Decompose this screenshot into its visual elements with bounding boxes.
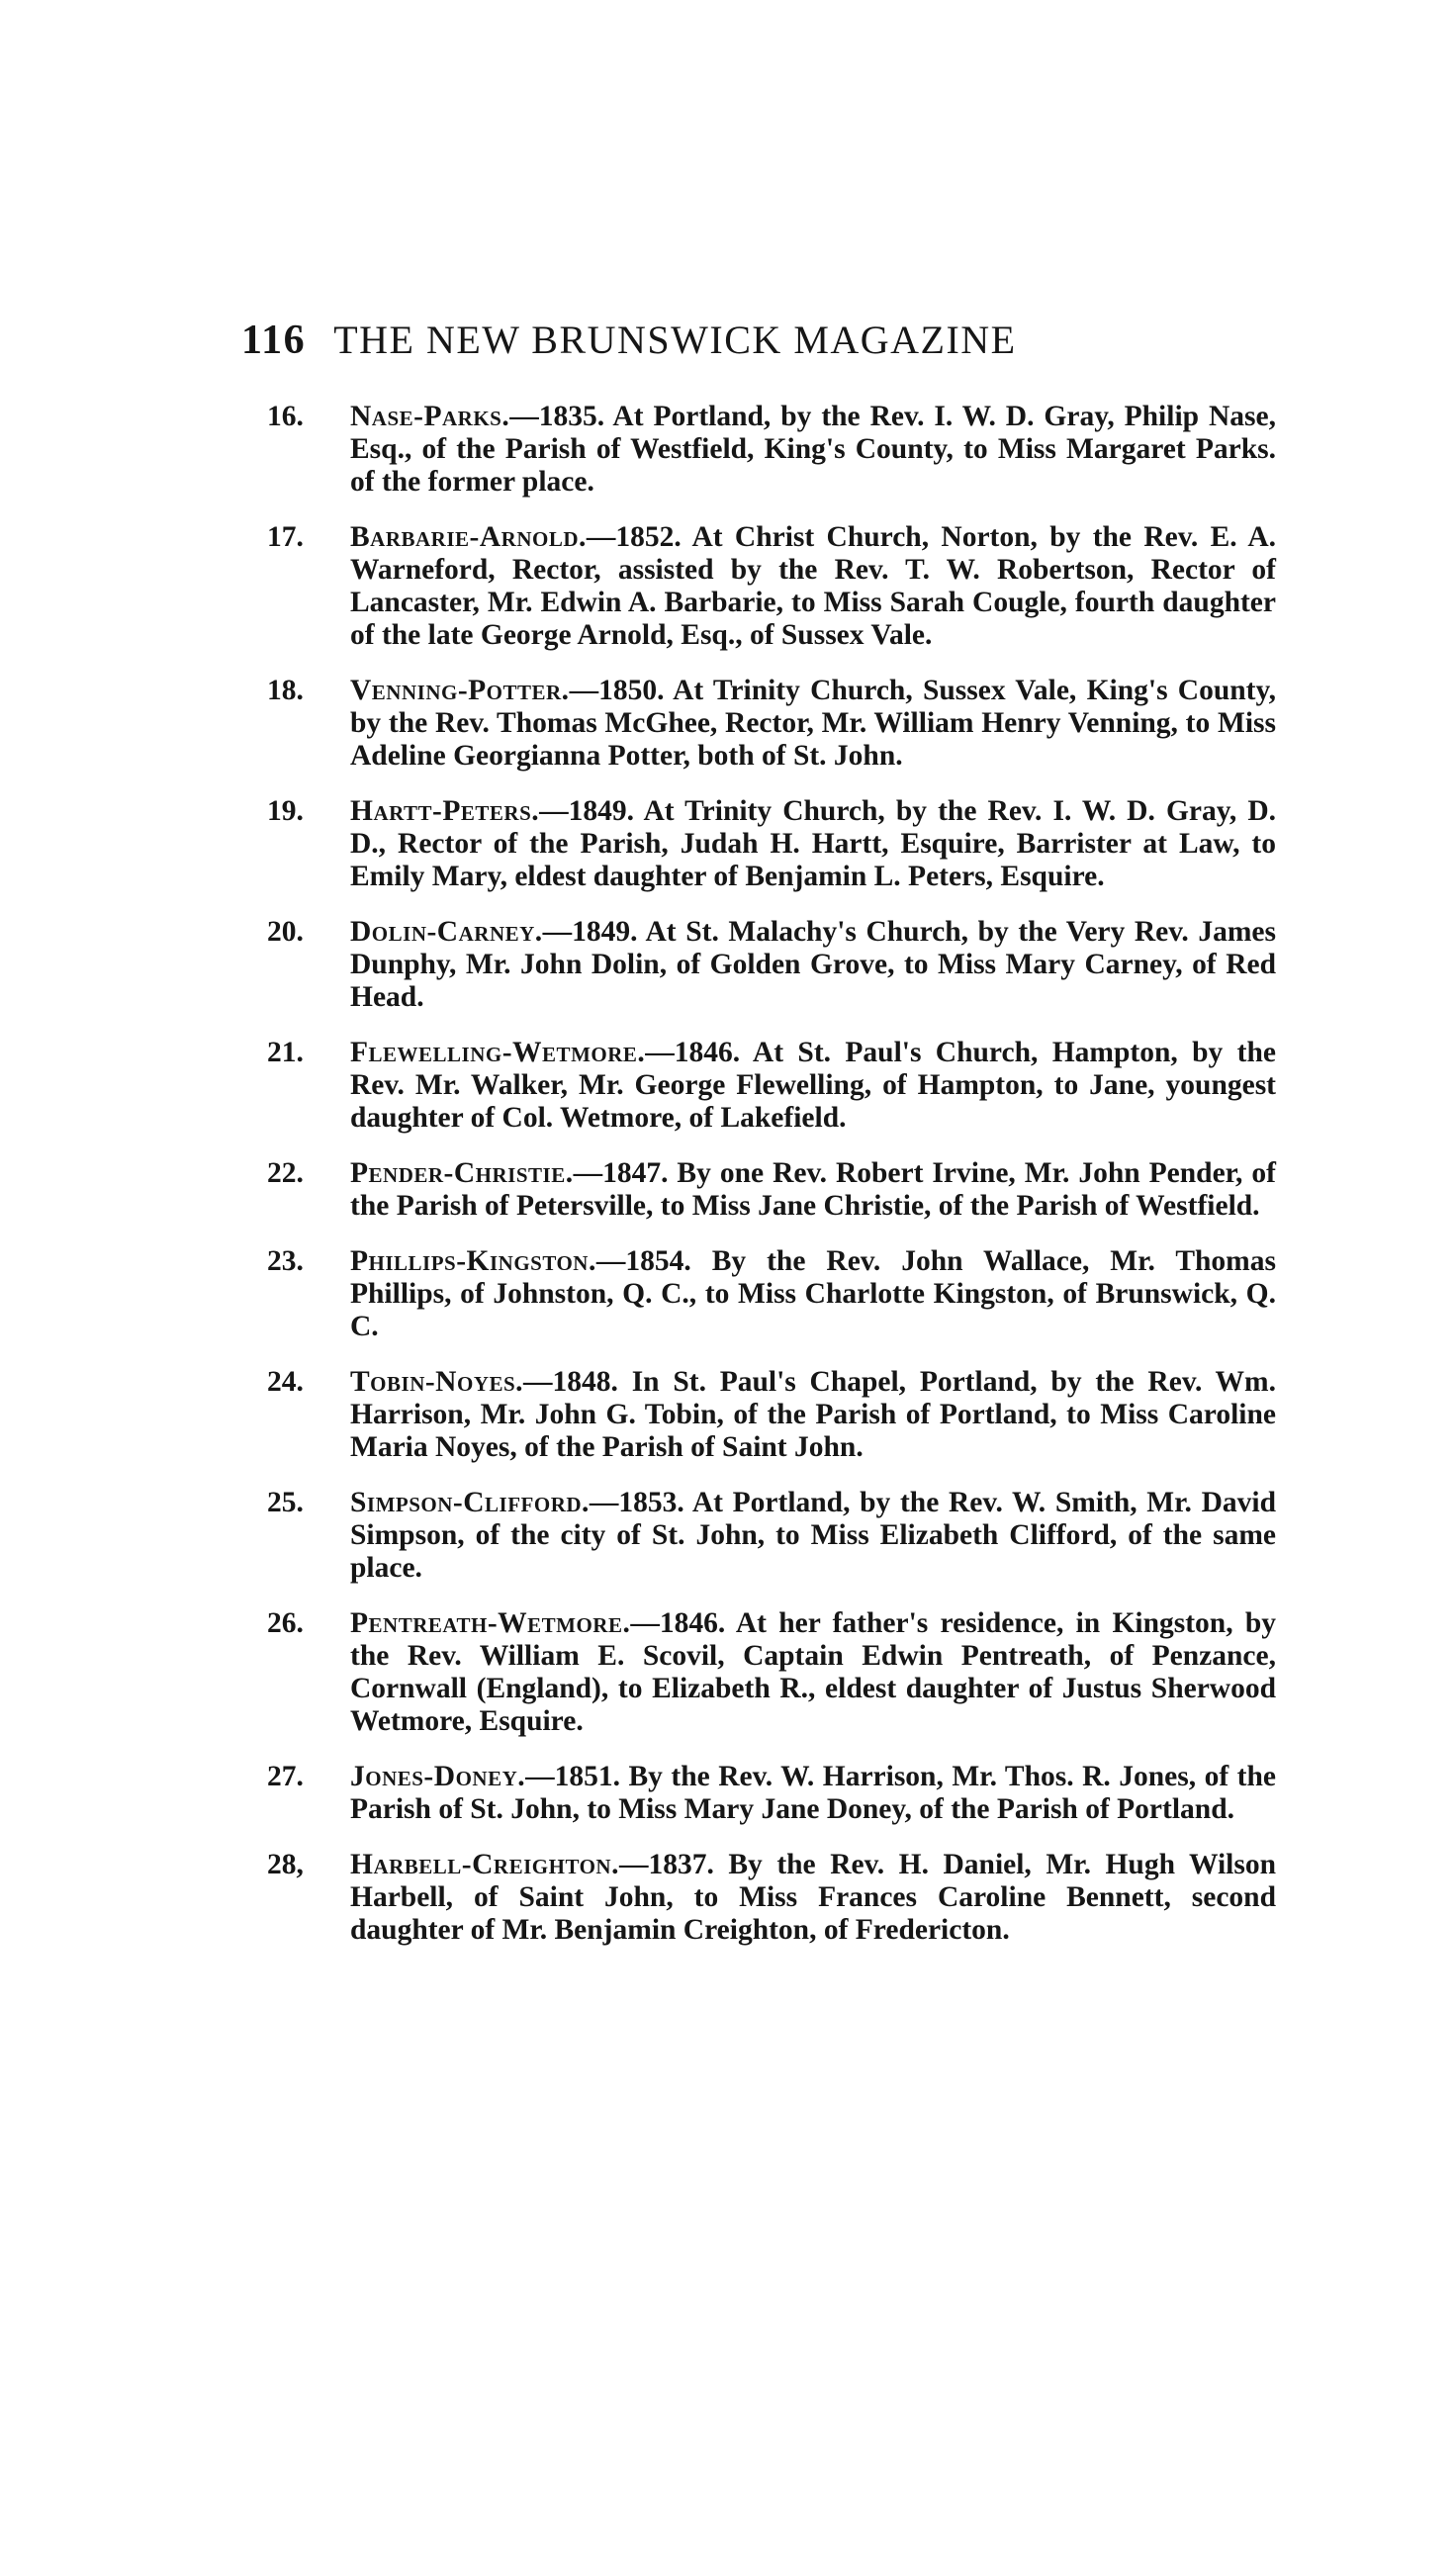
entry-number: 18. bbox=[267, 675, 304, 706]
entry-number: 19. bbox=[267, 795, 304, 827]
entry-number: 22. bbox=[267, 1157, 304, 1189]
entry-names: Dolin-Carney. bbox=[350, 916, 543, 948]
entry-number: 25. bbox=[267, 1487, 304, 1518]
entry-text: —1835. At Portland, by the Rev. I. W. D. Gray, Philip Nase, Esq., of the Parish of Westfield, King's County, to Miss Margaret Parks. of the former place. bbox=[350, 401, 1276, 498]
entry-names: Flewelling-Wetmore. bbox=[350, 1037, 646, 1068]
list-item bbox=[267, 1245, 1276, 1343]
entry-text: —1850. At Trinity Church, Sussex Vale, King's County, by the Rev. Thomas McGhee, Rector, Mr. William Henry Venning, to Miss Adeline Georgianna Potter, both of St. John. bbox=[350, 675, 1276, 772]
list-item bbox=[267, 1037, 1276, 1135]
list-item bbox=[267, 675, 1276, 773]
entry-names: Simpson-Clifford. bbox=[350, 1487, 590, 1518]
entry-names: Phillips-Kingston. bbox=[350, 1245, 596, 1277]
entry-names: Nase-Parks. bbox=[350, 401, 510, 432]
marriage-entries-list bbox=[267, 401, 1276, 1969]
list-item bbox=[267, 521, 1276, 652]
list-item bbox=[267, 916, 1276, 1014]
list-item bbox=[267, 1849, 1276, 1947]
entry-text: —1846. At St. Paul's Church, Hampton, by the Rev. Mr. Walker, Mr. George Flewelling, of Hampton, to Jane, youngest daughter of Col. Wetmore, of Lakefield. bbox=[350, 1037, 1276, 1134]
list-item bbox=[267, 401, 1276, 499]
entry-number: 21. bbox=[267, 1037, 304, 1068]
entry-number: 28, bbox=[267, 1849, 304, 1880]
entry-names: Barbarie-Arnold. bbox=[350, 521, 587, 553]
entry-text: —1847. By one Rev. Robert Irvine, Mr. John Pender, of the Parish of Petersville, to Miss Jane Christie, of the Parish of Westfield. bbox=[350, 1157, 1276, 1222]
entry-names: Pentreath-Wetmore. bbox=[350, 1607, 631, 1639]
entry-number: 27. bbox=[267, 1761, 304, 1792]
entry-names: Tobin-Noyes. bbox=[350, 1366, 524, 1398]
entry-text: —1846. At her father's residence, in Kingston, by the Rev. William E. Scovil, Captain Edwin Pentreath, of Penzance, Cornwall (England), to Elizabeth R., eldest daughter of Justus Sherwood Wetmore, Esquire. bbox=[350, 1607, 1276, 1737]
list-item bbox=[267, 1366, 1276, 1464]
entry-names: Venning-Potter. bbox=[350, 675, 570, 706]
list-item bbox=[267, 1487, 1276, 1585]
page-number: 116 bbox=[241, 318, 307, 363]
entry-text: —1837. By the Rev. H. Daniel, Mr. Hugh Wilson Harbell, of Saint John, to Miss Frances Caroline Bennett, second daughter of Mr. Benjamin Creighton, of Fredericton. bbox=[350, 1849, 1276, 1946]
list-item bbox=[267, 1157, 1276, 1223]
entry-text: —1848. In St. Paul's Chapel, Portland, by the Rev. Wm. Harrison, Mr. John G. Tobin, of the Parish of Portland, to Miss Caroline Maria Noyes, of the Parish of Saint John. bbox=[350, 1366, 1276, 1463]
entry-text: —1849. At St. Malachy's Church, by the Very Rev. James Dunphy, Mr. John Dolin, of Golden Grove, to Miss Mary Carney, of Red Head. bbox=[350, 916, 1276, 1013]
entry-number: 23. bbox=[267, 1245, 304, 1277]
entry-names: Pender-Christie. bbox=[350, 1157, 574, 1189]
entry-names: Hartt-Peters. bbox=[350, 795, 540, 827]
entry-number: 16. bbox=[267, 401, 304, 432]
entry-text: —1849. At Trinity Church, by the Rev. I. W. D. Gray, D. D., Rector of the Parish, Judah H. Hartt, Esquire, Barrister at Law, to Emily Mary, eldest daughter of Benjamin L. Peters, Esquire. bbox=[350, 795, 1276, 892]
entry-names: Jones-Doney. bbox=[350, 1761, 526, 1792]
running-title: THE NEW BRUNSWICK MAGAZINE bbox=[333, 318, 1017, 362]
entry-number: 17. bbox=[267, 521, 304, 553]
entry-text: —1852. At Christ Church, Norton, by the Rev. E. A. Warneford, Rector, assisted by the Rev. T. W. Robertson, Rector of Lancaster, Mr. Edwin A. Barbarie, to Miss Sarah Cougle, fourth daughter of the late George Arnold, Esq., of Sussex Vale. bbox=[350, 521, 1276, 651]
entry-number: 20. bbox=[267, 916, 304, 948]
list-item bbox=[267, 1761, 1276, 1826]
entry-names: Harbell-Creighton. bbox=[350, 1849, 619, 1880]
entry-number: 26. bbox=[267, 1607, 304, 1639]
entry-text: —1853. At Portland, by the Rev. W. Smith, Mr. David Simpson, of the city of St. John, to Miss Elizabeth Clifford, of the same place. bbox=[350, 1487, 1276, 1584]
list-item bbox=[267, 795, 1276, 893]
entry-text: —1851. By the Rev. W. Harrison, Mr. Thos. R. Jones, of the Parish of St. John, to Miss Mary Jane Doney, of the Parish of Portland. bbox=[350, 1761, 1276, 1825]
entry-number: 24. bbox=[267, 1366, 304, 1398]
list-item bbox=[267, 1607, 1276, 1738]
entry-text: —1854. By the Rev. John Wallace, Mr. Thomas Phillips, of Johnston, Q. C., to Miss Charlotte Kingston, of Brunswick, Q. C. bbox=[350, 1245, 1276, 1342]
page-header bbox=[241, 317, 1270, 376]
